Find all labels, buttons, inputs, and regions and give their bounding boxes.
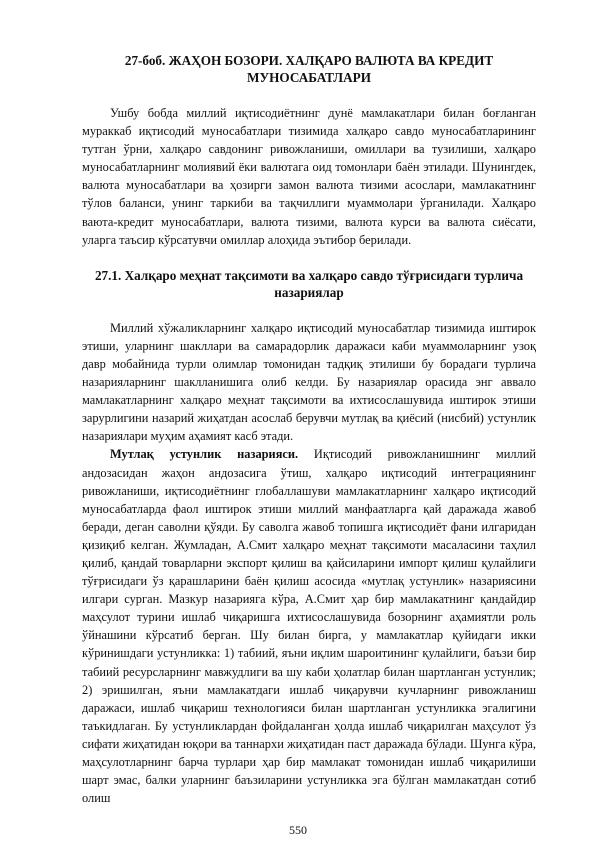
chapter-intro-paragraph: Ушбу бобда миллий иқтисодиётнинг дунё мамлакатлари билан боғланган мураккаб иқтисодий муносабатлари тизимида халқаро савдо муносабатларининг тутган ўрни, халқаро савдонинг ривожланиши, омиллари ва тузилиши, халқаро муносабатларнинг молиявий ёки валютага оид томонлари баён этилади. Шунингдек, валюта муносабатлари ва ҳозирги замон валюта тизими асослари, мамлакатнинг тўлов баланси, унинг таркиби ва тақчиллиги муаммолари ўрганилади. Халқаро ваюта-кредит муносабатлари, валюта тизими, валюта курси ва валюта сиёсати, уларга таъсир кўрсатувчи омиллар алоҳида эътибор берилади. [82,106,536,247]
section-paragraph-1: Миллий хўжаликларнинг халқаро иқтисодий муносабатлар тизимида иштирок этиши, уларнинг шакллари ва самарадорлик даражаси каби муаммоларнинг узоқ давр мобайнида турли олимлар томонидан тадқиқ этилиши бу борадаги турлича назарияларнинг шаклланишига олиб келди. Бу назариялар орасида энг аввало мамлакатларнинг халқаро меҳнат тақсимоти ва ихтисослашувида иштирок этиши зарурлигини назарий жиҳатдан асослаб берувчи мутлақ ва қиёсий (нисбий) устунлик назариялари муҳим аҳамият касб этади. [82,320,536,444]
section-paragraph-2-text: Иқтисодий ривожланишнинг миллий андозасидан жаҳон андозасига ўтиш, халқаро иқтисодий интеграциянинг ривожланиши, иқтисодиётнинг глобаллашуви мамлакатларнинг халқаро иқтисодий муносабатларда фаол иштирок этиши миллий манфаатларга қай даражада жавоб беради, деган саволни қўяди. Бу саволга жавоб топишга иқтисодиёт фани илгаридан қизиқиб келган. Жумладан, А.Смит халқаро меҳнат тақсимоти масаласини таҳлил қилиб, қандай товарларни экспорт қилиш ва қайсиларини импорт қилиш қулайлиги тўғрисидаги ўз қарашларини баён қилиш асосида «мутлақ устунлик» назариясини илгари сурган. Мазкур назарияга кўра, А.Смит ҳар бир мамлакатнинг қандайдир маҳсулот турини ишлаб чиқаришга ихтисослашувида бозорнинг аҳамиятли роль ўйнашини кўрсатиб берган. Шу билан бирга, у мамлакатлар қуйидаги икки кўринишдаги устунликка: 1) табиий, яъни иқлим шароитининг қулайлиги, баъзи бир табиий ресурсларнинг мавжудлиги ва шу каби ҳолатлар билан шартланган устунлик; 2) эришилган, яъни мамлакатдаги ишлаб чиқарувчи кучларнинг ривожланиш даражаси, ишлаб чиқариш технологияси билан шартланган устунликка эгалигини таъкидлаган. Бу устунликлардан фойдаланган ҳолда ишлаб чиқарилган маҳсулот ўз сифати жиҳатидан юқори ва таннархи жиҳатидан паст даражада бўлади. Шунга кўра, маҳсулотларнинг барча турлари ҳар бир мамлакат томонидан ишлаб чиқарилиши шарт эмас, балки уларнинг баъзиларини устунликка эга бўлган мамлакатдан сотиб олиш [82,447,537,806]
chapter-title: 27-боб. ЖАҲОН БОЗОРИ. ХАЛҚАРО ВАЛЮТА ВА КРЕДИТ МУНОСАБАТЛАРИ [124,53,494,85]
section-paragraph-2 [82,445,536,807]
page-number: 550 [289,823,307,837]
page-content [82,52,536,807]
bold-term: Мутлақ устунлик назарияси. [110,447,299,462]
section-title: 27.1. Халқаро меҳнат тақсимоти ва халқаро савдо тўғрисидаги турлича назариялар [94,267,524,300]
